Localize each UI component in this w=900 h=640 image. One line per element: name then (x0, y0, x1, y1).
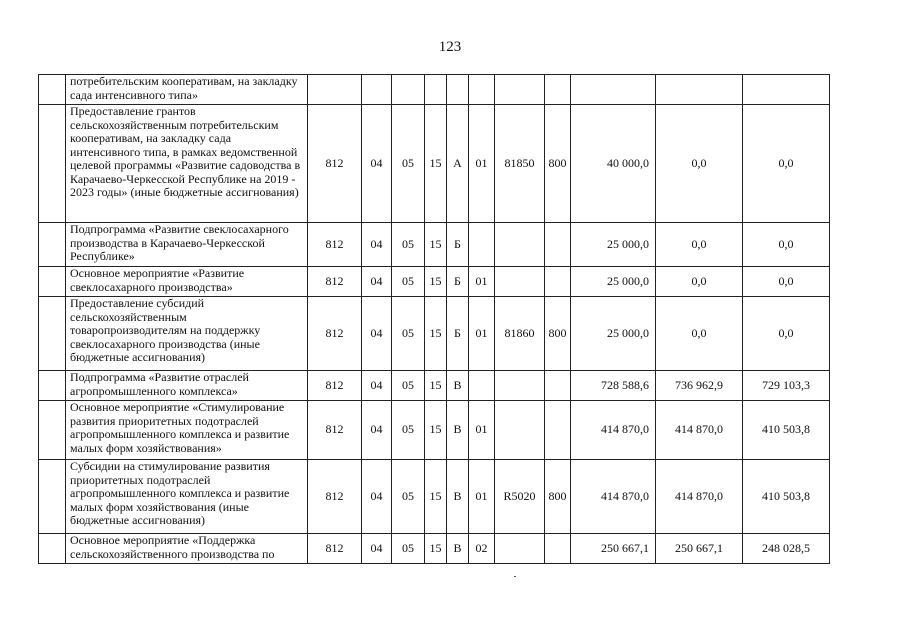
subsection-code-cell (392, 75, 425, 105)
direction-code-cell (495, 371, 545, 401)
expense-type-cell (545, 267, 571, 297)
row-index-cell (39, 223, 66, 267)
ministry-code-cell: 812 (308, 401, 362, 460)
section-code-cell: 04 (362, 105, 392, 223)
expense-type-cell: 800 (545, 105, 571, 223)
program-code-cell: 15 (425, 460, 447, 534)
table-row (39, 267, 830, 297)
amount-year-3-cell: 0,0 (743, 297, 830, 371)
amount-year-2-cell: 414 870,0 (656, 460, 743, 534)
subprogram-code-cell: В (447, 371, 469, 401)
subsection-code-cell: 05 (392, 105, 425, 223)
program-code-cell: 15 (425, 267, 447, 297)
item-name-cell: Предоставление субсидий сельскохозяйственным товаропроизводителям на поддержку свеклосахарного производства (иные бюджетные ассигнования) (66, 297, 308, 371)
table-row (39, 371, 830, 401)
subsection-code-cell: 05 (392, 534, 425, 564)
scan-speck (514, 576, 516, 577)
program-code-cell: 15 (425, 297, 447, 371)
subprogram-code-cell: А (447, 105, 469, 223)
program-code-cell: 15 (425, 534, 447, 564)
expense-type-cell (545, 223, 571, 267)
section-code-cell: 04 (362, 371, 392, 401)
event-code-cell: 02 (469, 534, 495, 564)
event-code-cell (469, 223, 495, 267)
expense-type-cell (545, 371, 571, 401)
amount-year-3-cell: 729 103,3 (743, 371, 830, 401)
amount-year-3-cell: 410 503,8 (743, 401, 830, 460)
subsection-code-cell: 05 (392, 401, 425, 460)
section-code-cell (362, 75, 392, 105)
item-name-cell: Основное мероприятие «Развитие свеклосахарного производства» (66, 267, 308, 297)
amount-year-2-cell: 0,0 (656, 267, 743, 297)
program-code-cell: 15 (425, 371, 447, 401)
ministry-code-cell: 812 (308, 105, 362, 223)
table-row (39, 534, 830, 564)
section-code-cell: 04 (362, 460, 392, 534)
direction-code-cell: 81850 (495, 105, 545, 223)
direction-code-cell: 81860 (495, 297, 545, 371)
direction-code-cell (495, 223, 545, 267)
expense-type-cell (545, 534, 571, 564)
ministry-code-cell: 812 (308, 371, 362, 401)
event-code-cell: 01 (469, 105, 495, 223)
program-code-cell: 15 (425, 105, 447, 223)
subsection-code-cell: 05 (392, 267, 425, 297)
event-code-cell: 01 (469, 401, 495, 460)
row-index-cell (39, 460, 66, 534)
subprogram-code-cell: Б (447, 267, 469, 297)
row-index-cell (39, 267, 66, 297)
direction-code-cell (495, 401, 545, 460)
section-code-cell: 04 (362, 223, 392, 267)
section-code-cell: 04 (362, 297, 392, 371)
ministry-code-cell (308, 75, 362, 105)
budget-table (38, 74, 830, 564)
item-name-cell: Субсидии на стимулирование развития приоритетных подотраслей агропромышленного комплекса и развитие малых форм хозяйствования (иные бюджетные ассигнования) (66, 460, 308, 534)
ministry-code-cell: 812 (308, 534, 362, 564)
amount-year-1-cell (571, 75, 656, 105)
amount-year-2-cell: 0,0 (656, 105, 743, 223)
amount-year-2-cell: 0,0 (656, 297, 743, 371)
amount-year-2-cell (656, 75, 743, 105)
amount-year-1-cell: 414 870,0 (571, 460, 656, 534)
direction-code-cell (495, 75, 545, 105)
event-code-cell: 01 (469, 297, 495, 371)
item-name-cell: Подпрограмма «Развитие отраслей агропромышленного комплекса» (66, 371, 308, 401)
event-code-cell: 01 (469, 267, 495, 297)
event-code-cell (469, 371, 495, 401)
expense-type-cell: 800 (545, 460, 571, 534)
subsection-code-cell: 05 (392, 297, 425, 371)
table-row (39, 75, 830, 105)
amount-year-1-cell: 250 667,1 (571, 534, 656, 564)
amount-year-2-cell: 414 870,0 (656, 401, 743, 460)
page-number: 123 (438, 39, 462, 55)
amount-year-3-cell: 0,0 (743, 223, 830, 267)
subprogram-code-cell: Б (447, 223, 469, 267)
amount-year-2-cell: 250 667,1 (656, 534, 743, 564)
section-code-cell: 04 (362, 267, 392, 297)
item-name-cell: Основное мероприятие «Поддержка сельскохозяйственного производства по (66, 534, 308, 564)
subprogram-code-cell: В (447, 460, 469, 534)
amount-year-2-cell: 736 962,9 (656, 371, 743, 401)
item-name-cell: Подпрограмма «Развитие свеклосахарного производства в Карачаево-Черкесской Республике» (66, 223, 308, 267)
item-name-cell: Предоставление грантов сельскохозяйственным потребительским кооперативам, на закладку сада интенсивного типа, в рамках ведомственной целевой программы «Развитие садоводства в Карачаево-Черкесской Республике на 2019 - 2023 годы» (иные бюджетные ассигнования) (66, 105, 308, 223)
amount-year-2-cell: 0,0 (656, 223, 743, 267)
row-index-cell (39, 297, 66, 371)
subprogram-code-cell: В (447, 534, 469, 564)
amount-year-1-cell: 25 000,0 (571, 267, 656, 297)
ministry-code-cell: 812 (308, 267, 362, 297)
item-name-cell: Основное мероприятие «Стимулирование развития приоритетных подотраслей агропромышленного комплекса и развитие малых форм хозяйствования» (66, 401, 308, 460)
subprogram-code-cell: Б (447, 297, 469, 371)
amount-year-1-cell: 25 000,0 (571, 223, 656, 267)
subprogram-code-cell: В (447, 401, 469, 460)
amount-year-1-cell: 414 870,0 (571, 401, 656, 460)
program-code-cell: 15 (425, 401, 447, 460)
event-code-cell: 01 (469, 460, 495, 534)
amount-year-1-cell: 25 000,0 (571, 297, 656, 371)
amount-year-3-cell: 410 503,8 (743, 460, 830, 534)
row-index-cell (39, 534, 66, 564)
table-row (39, 401, 830, 460)
subsection-code-cell: 05 (392, 460, 425, 534)
direction-code-cell (495, 534, 545, 564)
ministry-code-cell: 812 (308, 297, 362, 371)
amount-year-1-cell: 728 588,6 (571, 371, 656, 401)
amount-year-3-cell: 0,0 (743, 105, 830, 223)
section-code-cell: 04 (362, 534, 392, 564)
program-code-cell (425, 75, 447, 105)
row-index-cell (39, 75, 66, 105)
row-index-cell (39, 105, 66, 223)
row-index-cell (39, 401, 66, 460)
expense-type-cell (545, 75, 571, 105)
table-row (39, 223, 830, 267)
amount-year-3-cell: 248 028,5 (743, 534, 830, 564)
expense-type-cell (545, 401, 571, 460)
program-code-cell: 15 (425, 223, 447, 267)
amount-year-1-cell: 40 000,0 (571, 105, 656, 223)
subsection-code-cell: 05 (392, 371, 425, 401)
subsection-code-cell: 05 (392, 223, 425, 267)
table-row (39, 297, 830, 371)
item-name-cell: потребительским кооперативам, на закладку сада интенсивного типа» (66, 75, 308, 105)
row-index-cell (39, 371, 66, 401)
amount-year-3-cell (743, 75, 830, 105)
event-code-cell (469, 75, 495, 105)
table-row (39, 460, 830, 534)
section-code-cell: 04 (362, 401, 392, 460)
subprogram-code-cell (447, 75, 469, 105)
direction-code-cell: R5020 (495, 460, 545, 534)
table-row (39, 105, 830, 223)
direction-code-cell (495, 267, 545, 297)
amount-year-3-cell: 0,0 (743, 267, 830, 297)
expense-type-cell: 800 (545, 297, 571, 371)
ministry-code-cell: 812 (308, 223, 362, 267)
ministry-code-cell: 812 (308, 460, 362, 534)
